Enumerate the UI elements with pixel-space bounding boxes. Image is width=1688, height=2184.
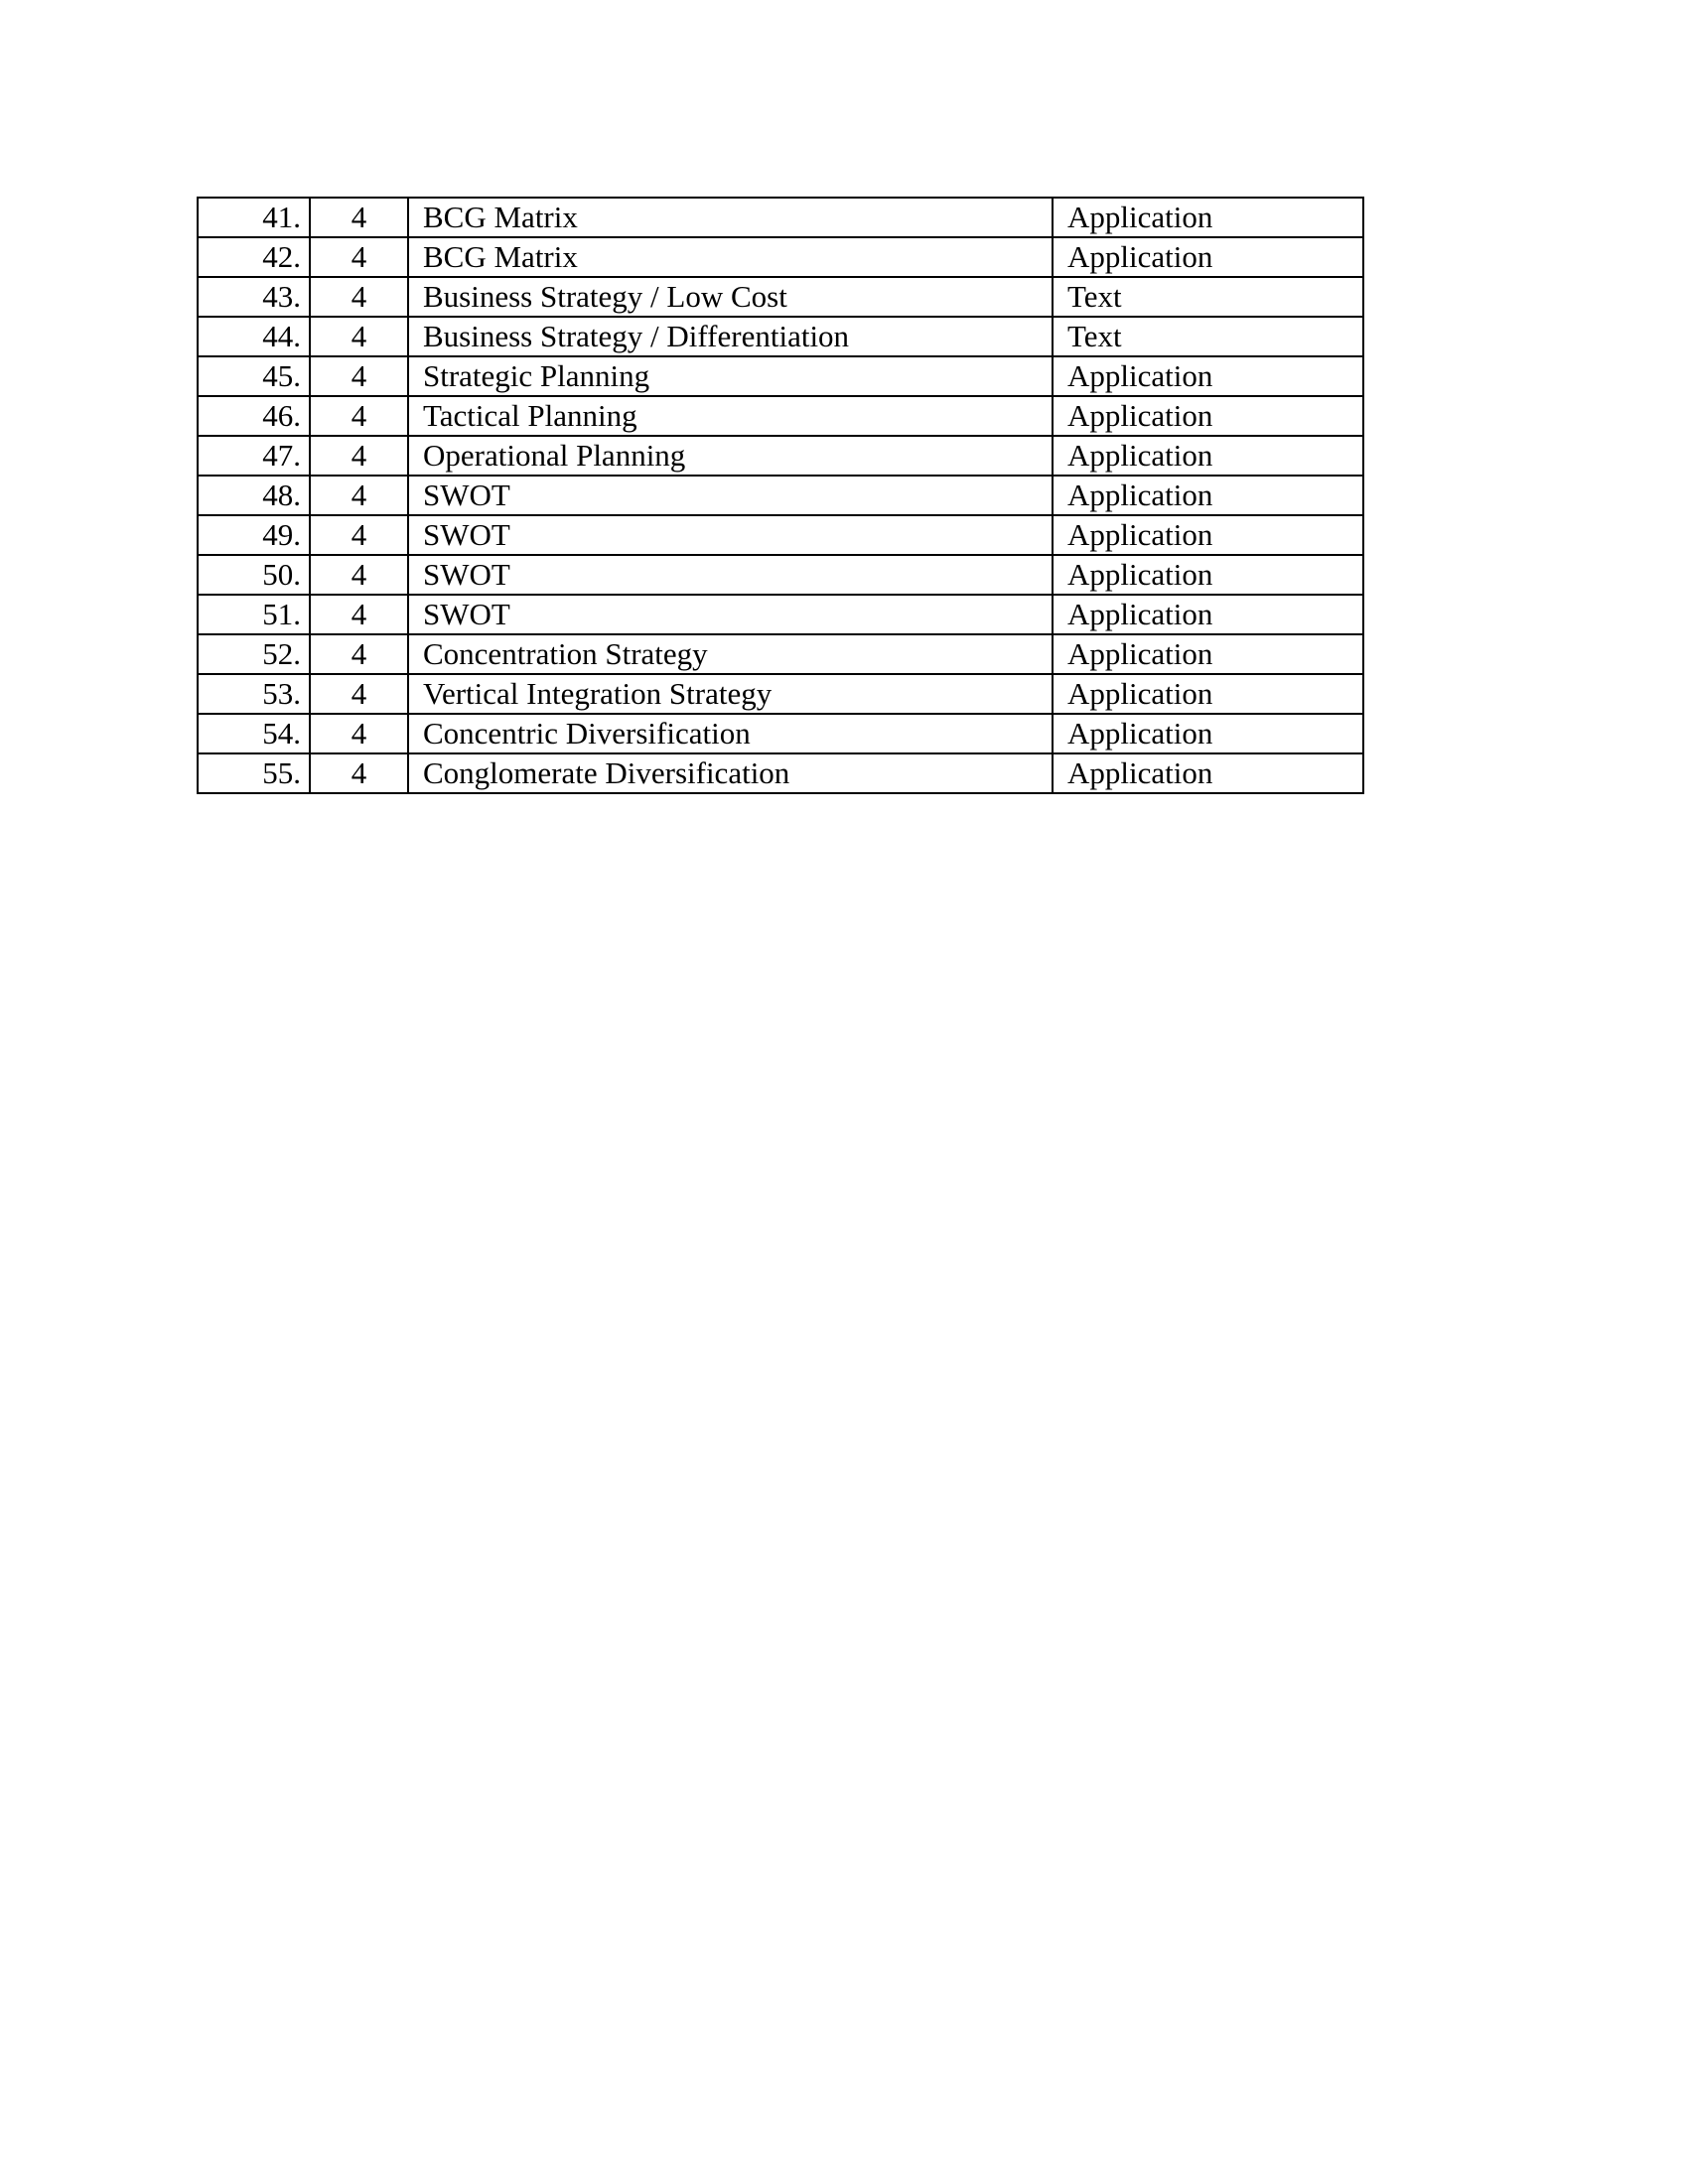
question-type: Application <box>1053 198 1363 237</box>
topic-cell: SWOT <box>408 515 1053 555</box>
question-number: 48. <box>198 476 310 515</box>
question-type: Text <box>1053 277 1363 317</box>
question-number: 42. <box>198 237 310 277</box>
question-type: Application <box>1053 356 1363 396</box>
table-row <box>198 674 1363 714</box>
question-type: Application <box>1053 714 1363 753</box>
question-number: 55. <box>198 753 310 793</box>
topic-cell: Vertical Integration Strategy <box>408 674 1053 714</box>
question-type: Application <box>1053 396 1363 436</box>
question-type: Application <box>1053 436 1363 476</box>
topic-cell: BCG Matrix <box>408 237 1053 277</box>
table-body <box>198 198 1363 793</box>
question-number: 52. <box>198 634 310 674</box>
chapter-number: 4 <box>310 237 408 277</box>
question-type: Application <box>1053 515 1363 555</box>
question-number: 45. <box>198 356 310 396</box>
topic-cell: SWOT <box>408 555 1053 595</box>
table-row <box>198 476 1363 515</box>
question-type: Application <box>1053 555 1363 595</box>
question-type: Application <box>1053 674 1363 714</box>
table-row <box>198 396 1363 436</box>
table-row <box>198 436 1363 476</box>
chapter-number: 4 <box>310 317 408 356</box>
chapter-number: 4 <box>310 555 408 595</box>
question-number: 43. <box>198 277 310 317</box>
question-number: 53. <box>198 674 310 714</box>
chapter-number: 4 <box>310 198 408 237</box>
table-row <box>198 595 1363 634</box>
chapter-number: 4 <box>310 277 408 317</box>
question-number: 44. <box>198 317 310 356</box>
topic-cell: Concentration Strategy <box>408 634 1053 674</box>
table-row <box>198 555 1363 595</box>
question-type: Application <box>1053 595 1363 634</box>
chapter-number: 4 <box>310 476 408 515</box>
question-type: Application <box>1053 476 1363 515</box>
question-type: Application <box>1053 753 1363 793</box>
question-table <box>197 197 1364 794</box>
chapter-number: 4 <box>310 436 408 476</box>
topic-cell: Tactical Planning <box>408 396 1053 436</box>
question-number: 54. <box>198 714 310 753</box>
topic-cell: SWOT <box>408 595 1053 634</box>
question-number: 46. <box>198 396 310 436</box>
topic-cell: Concentric Diversification <box>408 714 1053 753</box>
chapter-number: 4 <box>310 396 408 436</box>
topic-cell: Operational Planning <box>408 436 1053 476</box>
chapter-number: 4 <box>310 714 408 753</box>
question-number: 49. <box>198 515 310 555</box>
chapter-number: 4 <box>310 356 408 396</box>
chapter-number: 4 <box>310 595 408 634</box>
table-row <box>198 356 1363 396</box>
chapter-number: 4 <box>310 634 408 674</box>
question-number: 41. <box>198 198 310 237</box>
topic-cell: Conglomerate Diversification <box>408 753 1053 793</box>
table-row <box>198 198 1363 237</box>
topic-cell: SWOT <box>408 476 1053 515</box>
question-number: 51. <box>198 595 310 634</box>
table-row <box>198 753 1363 793</box>
chapter-number: 4 <box>310 515 408 555</box>
table-row <box>198 237 1363 277</box>
question-number: 47. <box>198 436 310 476</box>
question-number: 50. <box>198 555 310 595</box>
question-type: Application <box>1053 237 1363 277</box>
table-row <box>198 714 1363 753</box>
table-row <box>198 317 1363 356</box>
chapter-number: 4 <box>310 753 408 793</box>
table-row <box>198 634 1363 674</box>
table-row <box>198 277 1363 317</box>
question-type: Text <box>1053 317 1363 356</box>
question-type: Application <box>1053 634 1363 674</box>
topic-cell: Strategic Planning <box>408 356 1053 396</box>
table-row <box>198 515 1363 555</box>
topic-cell: Business Strategy / Differentiation <box>408 317 1053 356</box>
chapter-number: 4 <box>310 674 408 714</box>
topic-cell: Business Strategy / Low Cost <box>408 277 1053 317</box>
topic-cell: BCG Matrix <box>408 198 1053 237</box>
